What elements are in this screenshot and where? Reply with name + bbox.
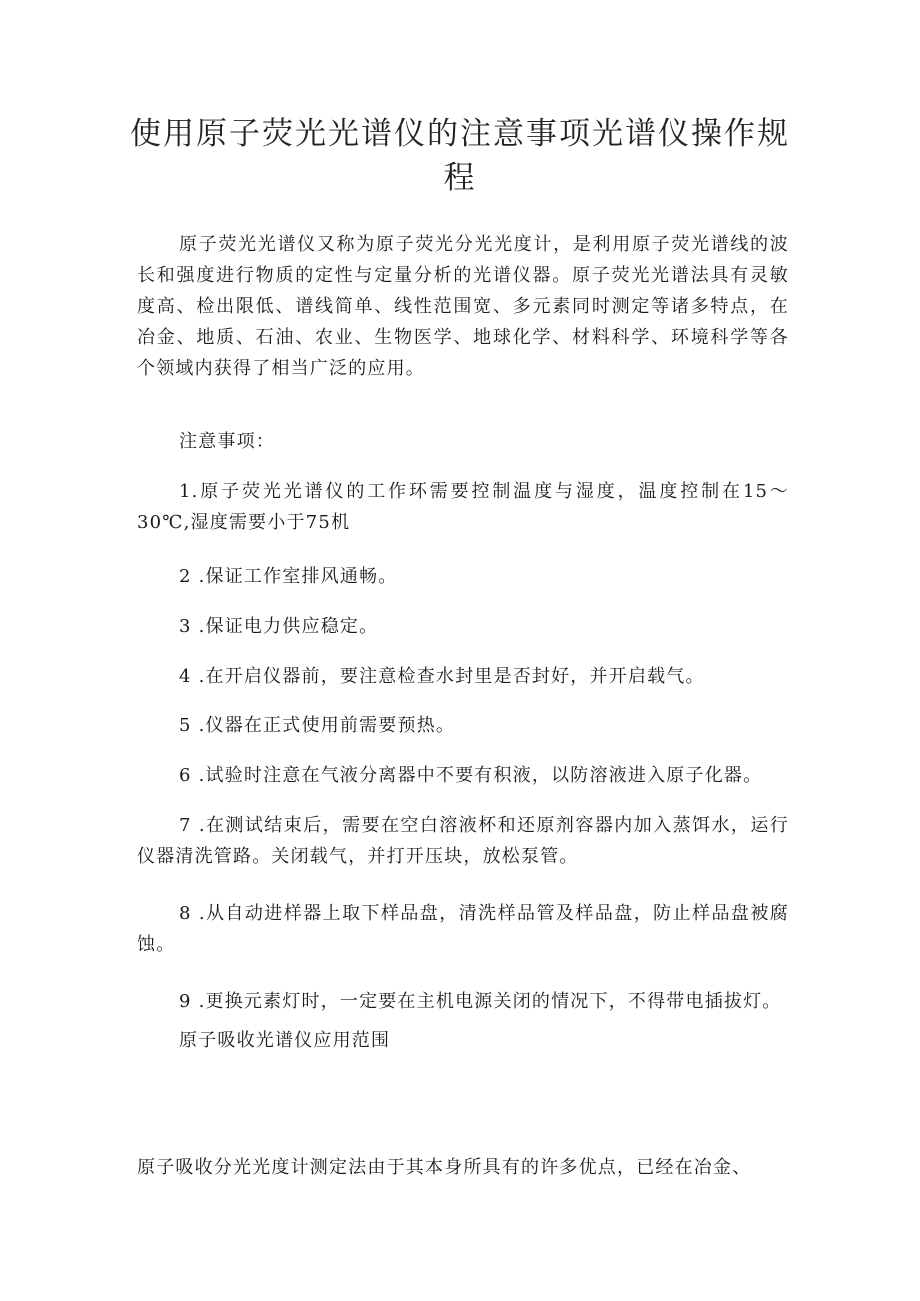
note-item-2: 2 .保证工作室排风通畅。 [179, 566, 398, 587]
section2-heading: 原子吸收光谱仪应用范围 [179, 1030, 391, 1051]
note-item-5: 5 .仪器在正式使用前需要预热。 [179, 715, 456, 736]
section2-paragraph: 原子吸收分光光度计测定法由于其本身所具有的许多优点，已经在冶金、 [137, 1157, 752, 1178]
intro-paragraph: 原子荧光光谱仪又称为原子荧光分光光度计，是利用原子荧光谱线的波长和强度进行物质的定性与定量分析的光谱仪器。原子荧光光谱法具有灵敏度高、检出限低、谱线简单、线性范围宽、多元素同时测定等诸多特点，在冶金、地质、石油、农业、生物医学、地球化学、材料科学、环境科学等各个领域内获得了相当广泛的应用。 [137, 234, 789, 379]
note-item-7: 7 .在测试结束后，需要在空白溶液杯和还原剂容器内加入蒸饵水，运行仪器清洗管路。关闭载气，并打开压块，放松泵管。 [137, 815, 789, 867]
notes-heading: 注意事项： [179, 431, 275, 452]
note-item-3: 3 .保证电力供应稳定。 [179, 616, 379, 637]
document-title: 使用原子荧光光谱仪的注意事项光谱仪操作规程 [130, 116, 790, 196]
note-item-1: 1.原子荧光光谱仪的工作环需要控制温度与湿度，温度控制在15～30℃,湿度需要小于75机 [137, 481, 789, 533]
note-item-4: 4 .在开启仪器前，要注意检查水封里是否封好，并开启载气。 [179, 666, 705, 687]
note-item-8: 8 .从自动进样器上取下样品盘，清洗样品管及样品盘，防止样品盘被腐蚀。 [137, 903, 789, 955]
note-item-9: 9 .更换元素灯时，一定要在主机电源关闭的情况下，不得带电插拔灯。 [179, 991, 782, 1012]
note-item-6: 6 .试验时注意在气液分离器中不要有积液，以防溶液进入原子化器。 [179, 765, 763, 786]
